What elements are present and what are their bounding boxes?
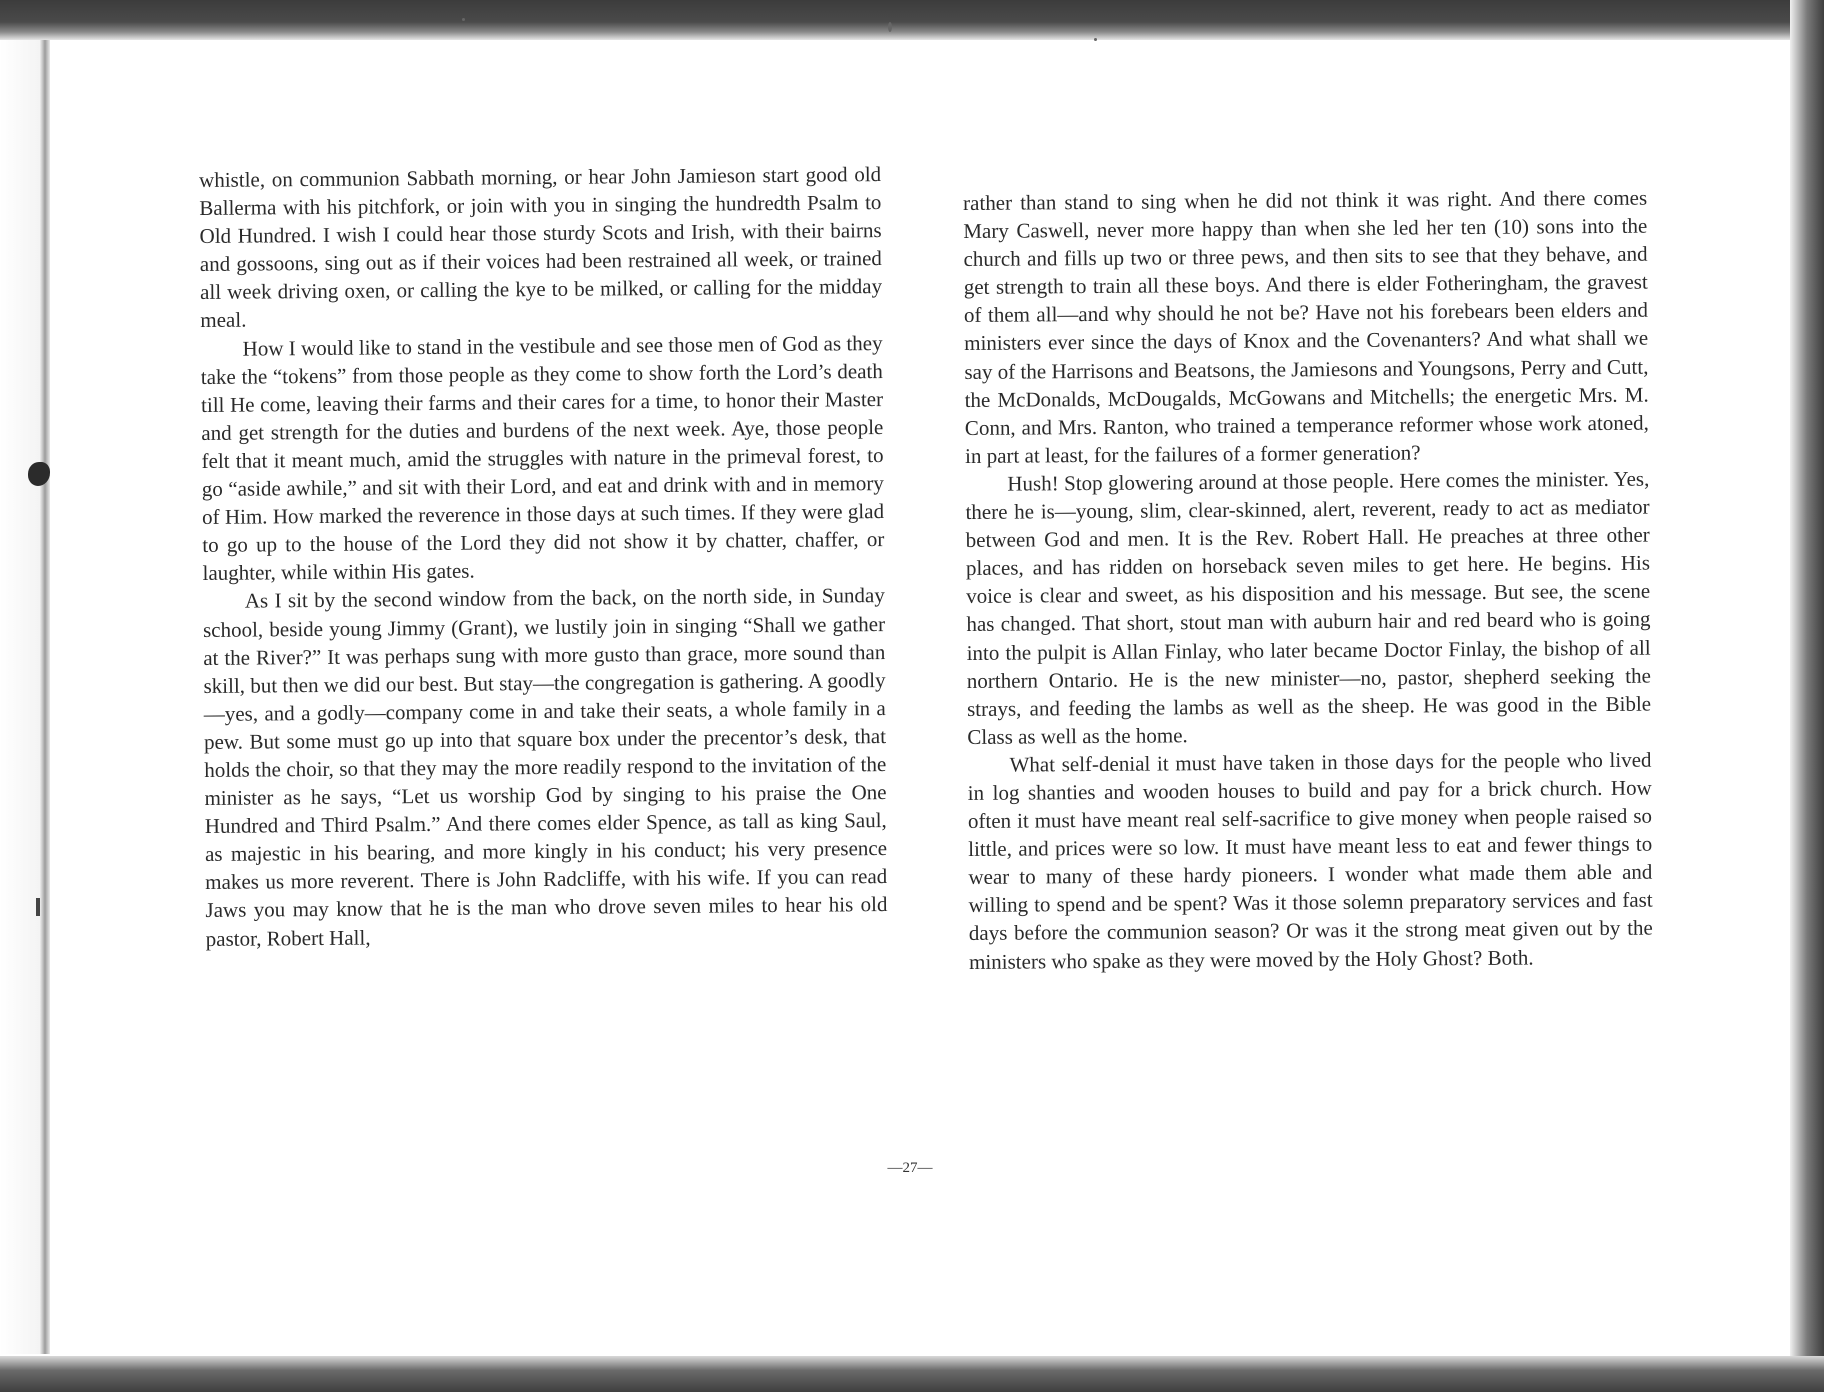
dust-speck [462, 18, 465, 21]
paragraph: whistle, on communion Sabbath morning, or hear John Jamieson start good old Ballerma with his pitchfork, or join with you in singing the hundredth Psalm to Old Hundred. I wish I could hear those sturdy Scots and Irish, with their bairns and gossoons, sing out as if their voices had been restrained all week, or trained all week driving oxen, or calling the kye to be milked, or calling for the midday meal. [199, 162, 883, 333]
paragraph: rather than stand to sing when he did not think it was right. And there comes Mary Caswell, never more happy than when she led her ten (10) sons into the church and fills up two or three pews, and then sits to see that they behave, and get strength to train all these boys. And there is elder Fotheringham, the gravest of them all—and why should he not be? Have not his forebears been elders and ministers ever since the days of Knox and the Covenanters? And what shall we say of the Harrisons and Beatsons, the Jamiesons and Youngsons, Perry and Cutt, the McDonalds, McDougalds, McGowans and Mitchells; the energetic Mrs. M. Conn, and Mrs. Ranton, who trained a temperance reformer whose work atoned, in part at least, for the failures of a former generation? [963, 185, 1649, 468]
dust-speck [1094, 38, 1097, 41]
paragraph: What self-denial it must have taken in those days for the people who lived in log shanties and wooden houses to build and pay for a brick church. How often it must have meant real self-sacrifice to give money when people raised so little, and prices were so low. It must have meant less to eat and fewer things to wear to many of these hardy pioneers. I wonder what made them able and willing to spend and be spent? Was it those solemn preparatory services and fast days before the communion season? Or was it the strong meat given out by the ministers who spake as they were moved by the Holy Ghost? Both. [967, 747, 1653, 974]
margin-mark [36, 898, 40, 916]
page-number: —27— [887, 1160, 933, 1176]
dust-speck [888, 22, 892, 32]
paragraph: As I sit by the second window from the back, on the north side, in Sunday school, beside young Jimmy (Grant), we lustily join in singing “Shall we gather at the River?” It was perhaps sung with more gusto than grace, more sound than skill, but then we did our best. But stay—the congregation is gathering. A goodly—yes, and a godly—company come in and take their seats, a whole family in a pew. But some must go up into that square box under the precentor’s desk, that holds the choir, so that they may the more readily respond to the invitation of the minister as he says, “Let us worship God by singing to his praise the One Hundred and Third Psalm.” And there comes elder Spence, as tall as king Saul, as majestic in his bearing, and more kingly in his conduct; his very presence makes us more reverent. There is John Radcliffe, with his wife. If you can read Jaws you may know that he is the man who drove seven miles to hear his old pastor, Robert Hall, [202, 583, 888, 951]
paragraph: Hush! Stop glowering around at those people. Here comes the minister. Yes, there he is—young, slim, clear-skinned, alert, reverent, ready to act as mediator between God and men. It is the Rev. Robert Hall. He preaches at three other places, and has ridden on horseback seven miles to get here. He begins. His voice is clear and sweet, as his disposition and his message. But see, the scene has changed. That short, stout man with auburn hair and red beard who is going into the pulpit is Allan Finlay, who later became Doctor Finlay, the bishop of all northern Ontario. He is the new minister—no, pastor, shepherd seeking the strays, and feeding the lambs as well as the sheep. He was good in the Bible Class as well as the home. [965, 466, 1652, 749]
book-gutter [0, 24, 40, 1354]
right-text-column [963, 184, 1653, 976]
scan-border-top [0, 0, 1824, 40]
scan-border-right [1790, 0, 1824, 1392]
page-edge [40, 24, 50, 1354]
left-text-column [199, 160, 888, 953]
scan-border-bottom [0, 1356, 1824, 1392]
paragraph: How I would like to stand in the vestibule and see those men of God as they take the “tokens” from those people as they come to show forth the Lord’s death till He come, leaving their farms and their cares for a time, to honor their Master and get strength for the duties and burdens of the next week. Aye, those people felt that it meant much, amid the struggles with nature in the primeval forest, to go “aside awhile,” and sit with their Lord, and eat and drink with and in memory of Him. How marked the reverence in those days at such times. If they were glad to go up to the house of the Lord they did not show it by chatter, chaffer, or laughter, while within His gates. [200, 330, 885, 586]
